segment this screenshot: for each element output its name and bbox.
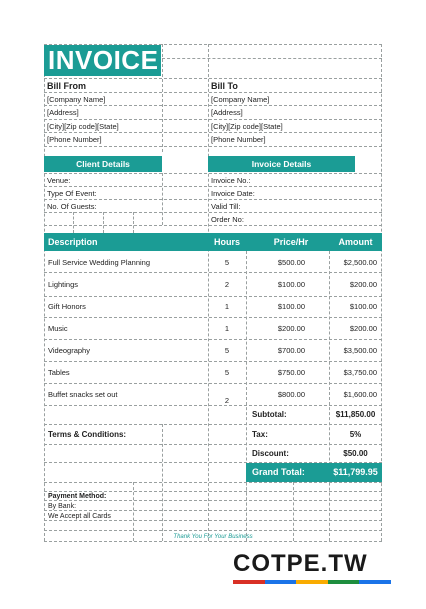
subtotal-value: $11,850.00 xyxy=(335,410,376,419)
row-hours: 1 xyxy=(224,324,230,333)
row-amount: $200.00 xyxy=(349,324,377,333)
row-price: $200.00 xyxy=(277,324,305,333)
row-amount: $3,750.00 xyxy=(343,368,377,377)
logo-color-bar xyxy=(233,580,391,584)
row-description: Buffet snacks set out xyxy=(48,390,118,399)
bill-from-phone: [Phone Number] xyxy=(47,135,102,144)
row-description: Videography xyxy=(48,346,90,355)
logo-bar-red xyxy=(233,580,265,584)
subtotal-label: Subtotal: xyxy=(252,410,287,419)
bill-to-address: [Address] xyxy=(211,108,243,117)
thank-you-note: Thank You For Your Business xyxy=(173,534,253,540)
discount-label: Discount: xyxy=(252,449,289,458)
payment-cards: We Accept all Cards xyxy=(48,513,111,520)
cotpe-logo: COTPE.TW xyxy=(233,550,368,577)
col-hours: Hours xyxy=(213,237,240,247)
bill-to-heading: Bill To xyxy=(211,81,238,91)
row-amount: $2,500.00 xyxy=(343,258,377,267)
grand-total-value: $11,799.95 xyxy=(333,467,378,477)
row-description: Lightings xyxy=(48,280,79,289)
payment-method-heading: Payment Method: xyxy=(48,493,107,500)
col-description: Description xyxy=(48,237,98,247)
row-price: $750.00 xyxy=(277,368,305,377)
logo-bar-green xyxy=(328,580,360,584)
row-description: Music xyxy=(48,324,68,333)
row-hours: 5 xyxy=(224,368,230,377)
venue-label: Venue: xyxy=(47,176,71,185)
col-price: Price/Hr xyxy=(273,237,309,247)
row-price: $100.00 xyxy=(277,302,305,311)
bill-from-heading: Bill From xyxy=(47,81,87,91)
invoice-date-label: Invoice Date: xyxy=(211,189,255,198)
col-amount: Amount xyxy=(338,237,373,247)
tax-value: 5% xyxy=(349,430,362,439)
valid-till-label: Valid Till: xyxy=(211,202,241,211)
row-description: Full Service Wedding Planning xyxy=(48,258,151,267)
row-hours: 2 xyxy=(224,280,230,289)
row-hours: 5 xyxy=(224,258,230,267)
row-price: $700.00 xyxy=(277,346,305,355)
guests-label: No. Of Guests: xyxy=(47,202,97,211)
bill-from-company: [Company Name] xyxy=(47,95,106,104)
row-amount: $200.00 xyxy=(349,280,377,289)
client-details-label: Client Details xyxy=(76,159,130,169)
order-no-label: Order No: xyxy=(211,215,244,224)
row-price: $100.00 xyxy=(277,280,305,289)
bill-to-company: [Company Name] xyxy=(211,95,270,104)
row-price: $800.00 xyxy=(277,390,305,399)
logo-bar-blue xyxy=(265,580,297,584)
invoice-title: INVOICE xyxy=(48,45,159,75)
row-amount: $100.00 xyxy=(349,302,377,311)
row-description: Tables xyxy=(48,368,70,377)
bill-from-city: [City][Zip code][State] xyxy=(47,122,119,131)
row-amount: $3,500.00 xyxy=(343,346,377,355)
row-description: Gift Honors xyxy=(48,302,86,311)
row-hours: 1 xyxy=(224,302,230,311)
invoice-no-label: Invoice No.: xyxy=(211,176,251,185)
invoice-details-label: Invoice Details xyxy=(251,159,312,169)
row-hours: 2 xyxy=(224,396,230,405)
payment-by-bank: By Bank: xyxy=(48,503,77,510)
bill-to-phone: [Phone Number] xyxy=(211,135,266,144)
row-hours: 5 xyxy=(224,346,230,355)
bill-from-address: [Address] xyxy=(47,108,79,117)
logo-bar-blue-2 xyxy=(359,580,391,584)
bill-to-city: [City][Zip code][State] xyxy=(211,122,283,131)
row-amount: $1,600.00 xyxy=(343,390,377,399)
event-type-label: Type Of Event: xyxy=(47,189,97,198)
tax-label: Tax: xyxy=(252,430,268,439)
discount-value: $50.00 xyxy=(343,449,368,458)
grand-total-label: Grand Total: xyxy=(252,467,305,477)
logo-bar-yellow xyxy=(296,580,328,584)
terms-label: Terms & Conditions: xyxy=(48,430,127,439)
row-price: $500.00 xyxy=(277,258,305,267)
